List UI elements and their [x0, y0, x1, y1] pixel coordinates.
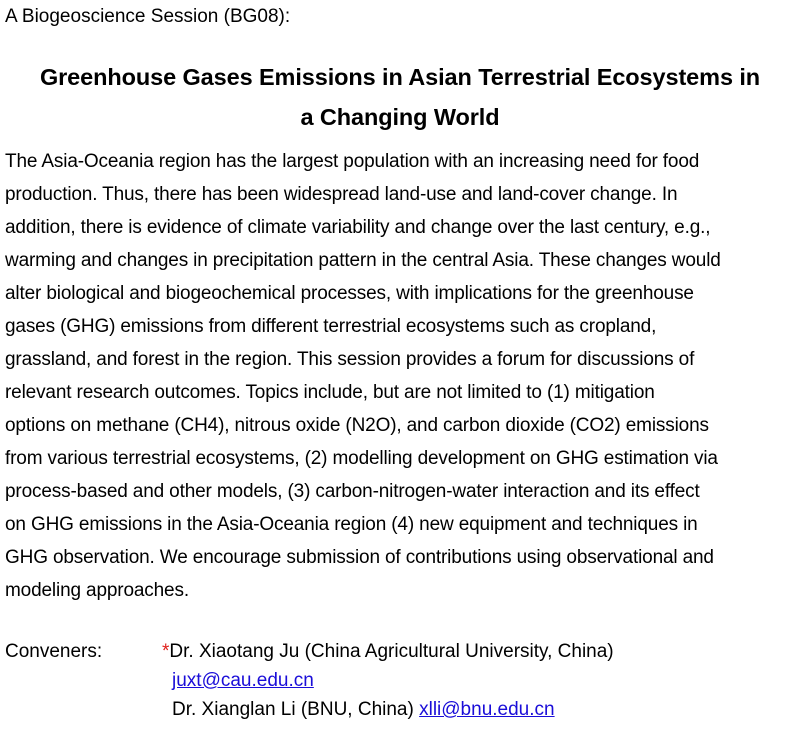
primary-convener — [162, 638, 614, 665]
description-line: warming and changes in precipitation pattern in the central Asia. These changes would — [5, 250, 721, 271]
description-line: on GHG emissions in the Asia-Oceania region (4) new equipment and techniques in — [5, 514, 698, 535]
description-line: options on methane (CH4), nitrous oxide (N2O), and carbon dioxide (CO2) emissions — [5, 415, 709, 436]
session-description — [5, 145, 790, 607]
primary-marker: * — [162, 641, 170, 662]
description-line: gases (GHG) emissions from different terrestrial ecosystems such as cropland, — [5, 316, 657, 337]
primary-convener-name: Dr. Xiaotang Ju (China Agricultural University, China) — [169, 641, 614, 662]
primary-email-link[interactable]: juxt@cau.edu.cn — [172, 670, 314, 691]
description-line: alter biological and biogeochemical processes, with implications for the greenhouse — [5, 283, 694, 304]
description-line: addition, there is evidence of climate variability and change over the last century, e.g., — [5, 217, 711, 238]
description-line: relevant research outcomes. Topics include, but are not limited to (1) mitigation — [5, 382, 655, 403]
description-line: from various terrestrial ecosystems, (2) modelling development on GHG estimation via — [5, 448, 718, 469]
secondary-convener-name: Dr. Xianglan Li (BNU, China) — [172, 699, 414, 720]
description-line: The Asia-Oceania region has the largest population with an increasing need for food — [5, 151, 700, 172]
secondary-convener — [172, 696, 555, 723]
conveners-label: Conveners: — [5, 641, 103, 662]
title-line-2: a Changing World — [300, 104, 500, 130]
primary-convener-contact — [172, 667, 314, 694]
description-line: modeling approaches. — [5, 580, 189, 601]
session-label: A Biogeoscience Session (BG08): — [5, 6, 291, 27]
title-line-1: Greenhouse Gases Emissions in Asian Terrestrial Ecosystems in — [39, 64, 761, 90]
description-line: grassland, and forest in the region. This session provides a forum for discussions of — [5, 349, 695, 370]
page-title — [0, 57, 800, 137]
secondary-email-link[interactable]: xlli@bnu.edu.cn — [419, 699, 555, 720]
description-line: production. Thus, there has been widespread land-use and land-cover change. In — [5, 184, 678, 205]
description-line: process-based and other models, (3) carbon-nitrogen-water interaction and its effect — [5, 481, 700, 502]
description-line: GHG observation. We encourage submission of contributions using observational and — [5, 547, 714, 568]
